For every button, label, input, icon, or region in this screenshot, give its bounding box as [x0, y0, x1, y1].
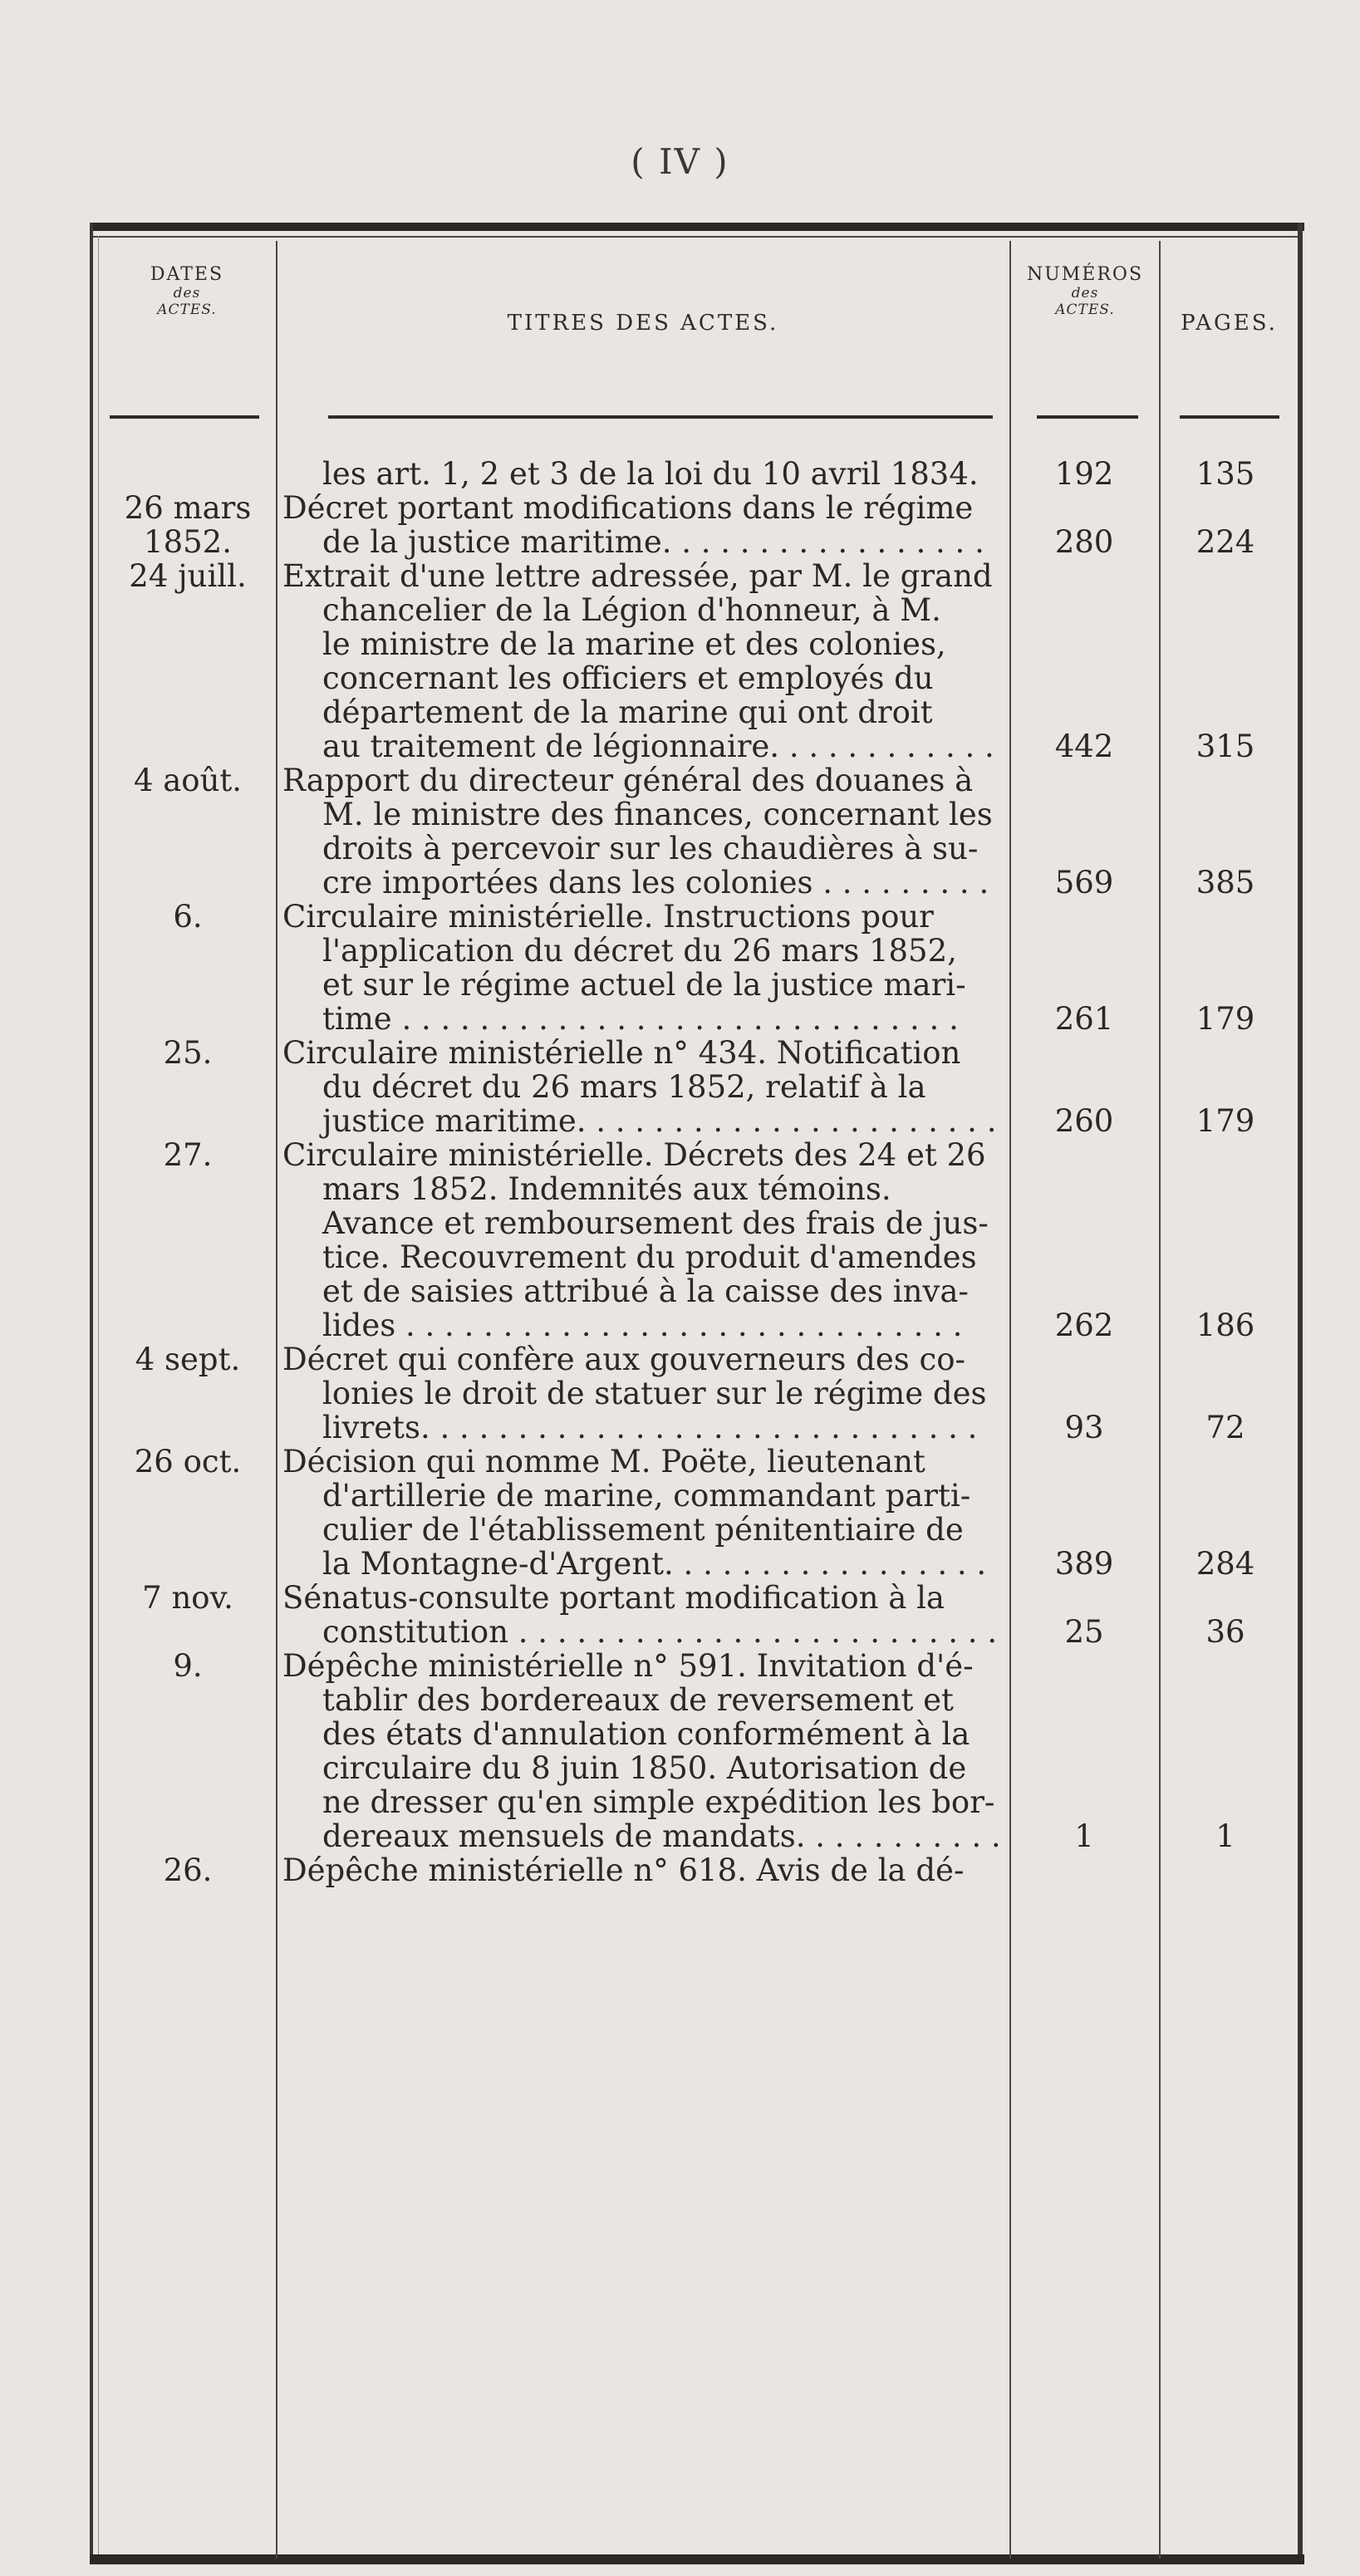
row-title-line: et sur le régime actuel de la justice mari-	[322, 967, 966, 1003]
row-number: 389	[1054, 1546, 1114, 1582]
header-dates-line-2: des	[173, 285, 201, 302]
row-page: 179	[1196, 1001, 1255, 1037]
row-title-line: Décret portant modifications dans le régime	[282, 490, 974, 526]
table-top-rule-inner	[93, 236, 1298, 238]
row-page: 385	[1196, 865, 1255, 900]
row-title-line: la Montagne-d'Argent. . . . . . . . . . . . . . . . .	[322, 1546, 987, 1582]
row-title	[282, 1445, 997, 1581]
table-bottom-rule	[90, 2554, 1304, 2564]
column-divider-titles	[1009, 241, 1011, 2559]
row-title-line: mars 1852. Indemnités aux témoins.	[322, 1171, 891, 1207]
row-title-line: du décret du 26 mars 1852, relatif à la	[322, 1069, 926, 1105]
header-rule-numeros	[1037, 415, 1138, 419]
row-date: 6.	[173, 899, 203, 935]
row-title-line: et de saisies attribué à la caisse des inva-	[322, 1273, 969, 1309]
row-number: 260	[1054, 1103, 1114, 1139]
row-page: 224	[1196, 524, 1255, 560]
row-title	[282, 559, 997, 763]
row-number: 280	[1054, 524, 1114, 560]
header-dates-line-3: ACTES.	[157, 302, 217, 318]
row-title	[282, 900, 997, 1036]
row-title-line: Décision qui nomme M. Poëte, lieutenant	[282, 1444, 925, 1479]
row-title-line: le ministre de la marine et des colonies,	[322, 626, 946, 662]
header-numeros	[1011, 264, 1159, 318]
row-page: 284	[1196, 1546, 1255, 1582]
row-title-line: livrets. . . . . . . . . . . . . . . . . . . . . . . . . . . . .	[322, 1410, 978, 1445]
row-title-line: lonies le droit de statuer sur le régime des	[322, 1376, 987, 1411]
row-title-line: cre importées dans les colonies . . . . . . . . .	[322, 865, 989, 900]
row-date: 4 août.	[133, 763, 243, 798]
row-title-line: justice maritime. . . . . . . . . . . . . . . . . . . . . .	[322, 1103, 997, 1139]
row-title	[282, 491, 997, 559]
header-titles: TITRES DES ACTES.	[507, 311, 779, 336]
row-title-line: Sénatus-consulte portant modification à la	[282, 1580, 945, 1616]
row-date: 25.	[163, 1035, 213, 1071]
row-number: 262	[1054, 1308, 1114, 1343]
row-number: 192	[1054, 456, 1114, 492]
row-number: 261	[1054, 1001, 1114, 1037]
row-page: 179	[1196, 1103, 1255, 1139]
row-title-line: Décret qui confère aux gouverneurs des co-	[282, 1342, 965, 1377]
row-title-line: Extrait d'une lettre adressée, par M. le grand	[282, 558, 993, 594]
row-date: 27.	[163, 1137, 213, 1173]
row-number: 93	[1064, 1410, 1104, 1445]
row-title-line: lides . . . . . . . . . . . . . . . . . . . . . . . . . . . . .	[322, 1308, 963, 1343]
row-date: 26 oct.	[134, 1444, 242, 1479]
row-title	[282, 1342, 997, 1445]
row-number: 442	[1054, 729, 1114, 764]
row-page: 315	[1196, 729, 1255, 764]
row-title-line: concernant les officiers et employés du	[322, 660, 934, 696]
row-page: 72	[1205, 1410, 1245, 1445]
row-title-line: Circulaire ministérielle n° 434. Notification	[282, 1035, 961, 1071]
row-number: 569	[1054, 865, 1114, 900]
row-number: 1	[1074, 1818, 1094, 1854]
table-left-rule-inner	[98, 236, 99, 2559]
row-title-line: département de la marine qui ont droit	[322, 694, 933, 730]
row-title-line: Avance et remboursement des frais de jus-	[322, 1205, 989, 1241]
row-title-line: des états d'annulation conformément à la	[322, 1716, 970, 1752]
row-page: 36	[1205, 1614, 1245, 1650]
row-title	[282, 1036, 997, 1138]
row-title	[282, 457, 997, 491]
row-page: 1	[1215, 1818, 1235, 1854]
row-title-line: M. le ministre des finances, concernant les	[322, 797, 993, 832]
row-title-line: dereaux mensuels de mandats. . . . . . . . . . .	[322, 1818, 1001, 1854]
row-title	[282, 1581, 997, 1649]
row-title-line: ne dresser qu'en simple expédition les bor-	[322, 1784, 995, 1820]
row-title	[282, 1648, 1001, 1854]
row-date: 4 sept.	[135, 1342, 241, 1377]
row-title-line: Circulaire ministérielle. Décrets des 24 et 26	[282, 1137, 986, 1173]
row-page: 135	[1196, 456, 1255, 492]
header-dates	[100, 264, 274, 318]
row-title-line: Dépêche ministérielle n° 618. Avis de la dé-	[282, 1852, 965, 1888]
row-title-line: Circulaire ministérielle. Instructions pour	[282, 899, 934, 935]
row-title-line: circulaire du 8 juin 1850. Autorisation de	[322, 1750, 967, 1786]
row-date: 26.	[163, 1852, 213, 1888]
column-divider-dates	[276, 241, 277, 2559]
header-pages: PAGES.	[1181, 311, 1278, 336]
row-title-line: constitution . . . . . . . . . . . . . . . . . . . . . . . . .	[322, 1614, 998, 1650]
header-dates-line-1: DATES	[150, 264, 224, 285]
row-title-line: droits à percevoir sur les chaudières à su-	[322, 831, 979, 866]
table-left-rule	[90, 223, 93, 2564]
page-number: ( IV )	[631, 141, 729, 182]
header-rule-dates	[110, 415, 259, 419]
row-title	[282, 763, 997, 900]
column-divider-numeros	[1159, 241, 1161, 2559]
header-numeros-line-3: ACTES.	[1055, 302, 1115, 318]
table-right-rule	[1298, 223, 1303, 2564]
row-title	[282, 1138, 997, 1342]
row-title-line: de la justice maritime. . . . . . . . . . . . . . . . .	[322, 524, 984, 560]
row-date: 26 mars	[124, 490, 252, 526]
row-title-line: Rapport du directeur général des douanes à	[282, 763, 974, 798]
row-title-line: chancelier de la Légion d'honneur, à M.	[322, 592, 941, 628]
row-title-line: tablir des bordereaux de reversement et	[322, 1682, 954, 1718]
header-numeros-line-1: NUMÉROS	[1026, 264, 1144, 285]
header-rule-titles	[328, 415, 993, 419]
row-title-line: culier de l'établissement pénitentiaire de	[322, 1512, 964, 1548]
table-top-rule	[90, 223, 1304, 231]
row-date: 24 juill.	[129, 558, 247, 594]
row-title-line: time . . . . . . . . . . . . . . . . . . . . . . . . . . . . .	[322, 1001, 959, 1037]
row-title-line: les art. 1, 2 et 3 de la loi du 10 avril 1834.	[322, 456, 979, 492]
header-rule-pages	[1180, 415, 1279, 419]
row-page: 186	[1196, 1308, 1255, 1343]
row-title-line: Dépêche ministérielle n° 591. Invitation d'é-	[282, 1648, 974, 1684]
row-date: 9.	[173, 1648, 203, 1684]
row-date-year: 1852.	[144, 524, 232, 560]
header-numeros-line-2: des	[1071, 285, 1099, 302]
row-date: 7 nov.	[142, 1580, 233, 1616]
row-title-line: tice. Recouvrement du produit d'amendes	[322, 1239, 977, 1275]
row-title-line: l'application du décret du 26 mars 1852,	[322, 933, 957, 969]
row-title-line: au traitement de légionnaire. . . . . . . . . . . .	[322, 729, 994, 764]
row-title-line: d'artillerie de marine, commandant parti-	[322, 1478, 971, 1514]
row-title	[282, 1853, 997, 1887]
row-number: 25	[1064, 1614, 1104, 1650]
